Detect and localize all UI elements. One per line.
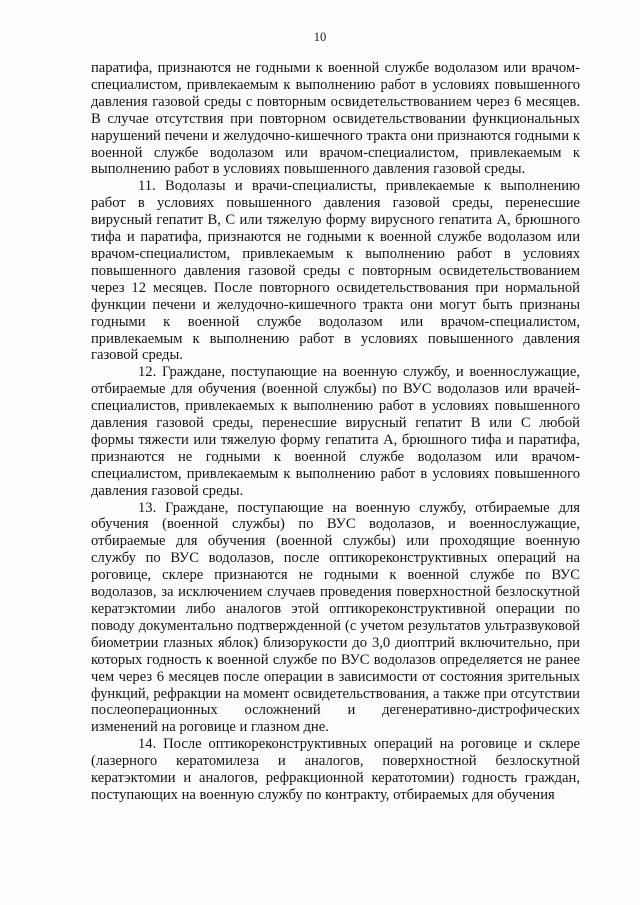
paragraph-12: 12. Граждане, поступающие на военную службу, и военнослужащие, отбираемые для обучения (военной службы) по ВУС водолазов или врачей-специалистов, привлекаемых к выполнению работ в условиях повышенного давления газовой среды, перенесшие вирусный гепатит В или С любой формы тяжести или тяжелую форму гепатита А, брюшного тифа и паратифа, признаются не годными к военной службе водолазом или врачом-специалистом, привлекаемым к выполнению работ в условиях повышенного давления газовой среды. <box>91 364 580 499</box>
paragraph-11: 11. Водолазы и врачи-специалисты, привлекаемые к выполнению работ в условиях повышенного давления газовой среды, перенесшие вирусный гепатит В, С или тяжелую форму вирусного гепатита А, брюшного тифа и паратифа, признаются не годными к военной службе водолазом или врачом-специалистом, привлекаемым к выполнению работ в условиях повышенного давления газовой среды с повторным освидетельствованием через 12 месяцев. После повторного освидетельствования при нормальной функции печени и желудочно-кишечного тракта они могут быть признаны годными к военной службе водолазом или врачом-специалистом, привлекаемым к выполнению работ в условиях повышенного давления газовой среды. <box>91 178 580 364</box>
paragraph-14: 14. После оптикореконструктивных операций на роговице и склере (лазерного кератомилеза и аналогов, поверхностной безлоскутной кератэктомии и аналогов, рефракционной кератотомии) годность граждан, поступающих на военную службу по контракту, отбираемых для обучения <box>91 736 580 803</box>
page-number: 10 <box>313 30 327 44</box>
paragraph-continuation: паратифа, признаются не годными к военной службе водолазом или врачом-специалистом, привлекаемым к выполнению работ в условиях повышенного давления газовой среды с повторным освидетельствованием через 6 месяцев. В случае отсутствия при повторном освидетельствовании функциональных нарушений печени и желудочно-кишечного тракта они признаются годными к военной службе водолазом или врачом-специалистом, привлекаемым к выполнению работ в условиях повышенного давления газовой среды. <box>91 60 580 178</box>
paragraph-13: 13. Граждане, поступающие на военную службу, отбираемые для обучения (военной службы) по ВУС водолазов, и военнослужащие, отбираемые для обучения (военной службы) или проходящие военную службу по ВУС водолазов, после оптикореконструктивных операций на роговице, склере признаются не годными к военной службе по ВУС водолазов, за исключением случаев проведения поверхностной безлоскутной кератэктомии либо аналогов этой оптикореконструктивной операции по поводу документально подтвержденной (с учетом результатов ультразвуковой биометрии глазных яблок) близорукости до 3,0 диоптрий включительно, при которых годность к военной службе по ВУС водолазов определяется не ранее чем через 6 месяцев после операции в зависимости от состояния зрительных функций, рефракции на момент освидетельствования, а также при отсутствии послеоперационных осложнений и дегенеративно-дистрофических изменений на роговице и глазном дне. <box>91 499 580 736</box>
document-body <box>91 60 580 804</box>
